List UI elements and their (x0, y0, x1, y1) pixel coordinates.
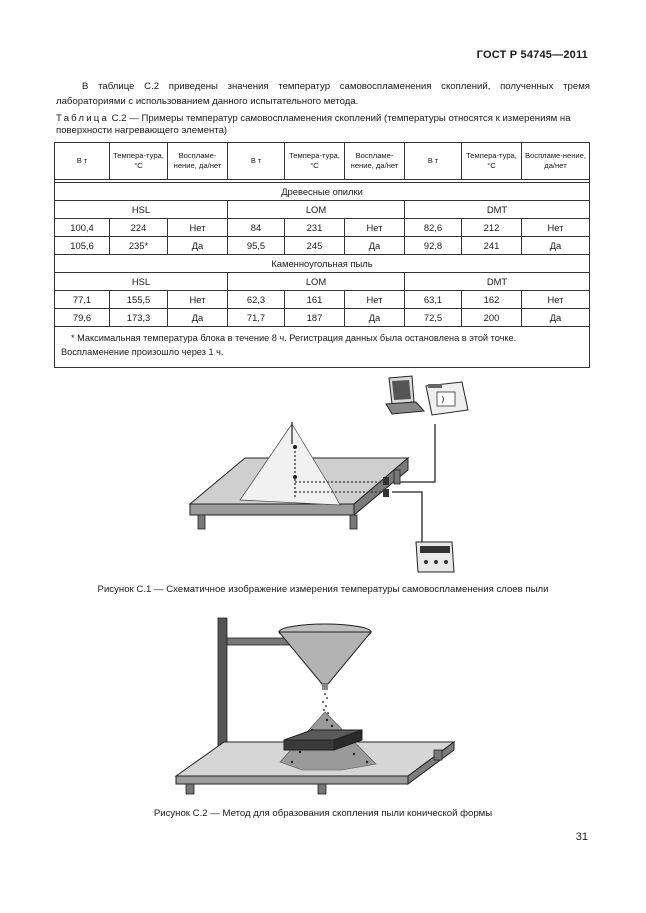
cell: 105,6 (55, 237, 110, 255)
table-caption-prefix: Таблица (56, 113, 110, 124)
cell: 77,1 (55, 291, 110, 309)
note-line: Воспламенение произошло через 1 ч. (61, 347, 224, 357)
data-recorder-icon (426, 382, 468, 415)
cell: Да (345, 309, 405, 327)
table-row (55, 237, 590, 255)
cell: 235* (110, 237, 168, 255)
cell: 95,5 (228, 237, 285, 255)
header-cell: Темпера-тура, °С (462, 143, 522, 180)
cell: 187 (285, 309, 345, 327)
cell: 200 (462, 309, 522, 327)
section-title: Каменноугольная пыль (55, 255, 590, 273)
header-cell: В т (228, 143, 285, 180)
cell: 79,6 (55, 309, 110, 327)
table-note-row (55, 327, 590, 368)
lab-name: HSL (55, 201, 228, 219)
document-header: ГОСТ Р 54745—2011 (476, 49, 588, 61)
cell: 155,5 (110, 291, 168, 309)
cell: Да (522, 237, 590, 255)
cell: 84 (228, 219, 285, 237)
cell: Нет (345, 291, 405, 309)
cell: 241 (462, 237, 522, 255)
lab-name: HSL (55, 273, 228, 291)
table-caption-text: С.2 — Примеры температур самовоспламенения скоплений (температуры относятся к измерениям на поверхности нагревающего элемента) (56, 113, 571, 136)
ignition-table (54, 142, 590, 368)
figure-caption-c1: Рисунок С.1 — Схематичное изображение измерения температуры самовоспламенения слоев пыли (97, 584, 549, 595)
lab-name: DMT (405, 201, 590, 219)
lab-name: DMT (405, 273, 590, 291)
table-caption (56, 113, 590, 137)
cell: Нет (522, 291, 590, 309)
cell: 62,3 (228, 291, 285, 309)
cell: 100,4 (55, 219, 110, 237)
cell: 212 (462, 219, 522, 237)
dust-cone-method-illustration (172, 612, 462, 802)
cell: 173,3 (110, 309, 168, 327)
header-cell: В т (55, 143, 110, 180)
temperature-controller-icon (416, 542, 454, 572)
cell: 161 (285, 291, 345, 309)
cell: 162 (462, 291, 522, 309)
cell: Нет (168, 291, 228, 309)
cell: Да (168, 237, 228, 255)
section-title: Древесные опилки (55, 183, 590, 201)
cell: 224 (110, 219, 168, 237)
note-line: * Максимальная температура блока в течение 8 ч. Регистрация данных была остановлена в этой точке. (71, 333, 517, 343)
cell: 231 (285, 219, 345, 237)
cell: Нет (345, 219, 405, 237)
header-cell: Темпера-тура, °С (110, 143, 168, 180)
header-cell: Воспламе-нение, да/нет (168, 143, 228, 180)
cell: Нет (522, 219, 590, 237)
cell: Да (345, 237, 405, 255)
section-title-row (55, 183, 590, 201)
cell: 82,6 (405, 219, 462, 237)
lab-row (55, 273, 590, 291)
laptop-icon (386, 376, 424, 414)
cell: 71,7 (228, 309, 285, 327)
table-row (55, 291, 590, 309)
cell: Нет (168, 219, 228, 237)
section-title-row (55, 255, 590, 273)
cell: 63,1 (405, 291, 462, 309)
cell: 72,5 (405, 309, 462, 327)
table-row (55, 219, 590, 237)
header-cell: В т (405, 143, 462, 180)
table-row (55, 309, 590, 327)
dust-layer-setup-illustration (180, 374, 470, 579)
header-cell: Воспламе-нение, да/нет (345, 143, 405, 180)
figure-caption-c2: Рисунок С.2 — Метод для образования скопления пыли конической формы (153, 808, 493, 819)
intro-paragraph: В таблице С.2 приведены значения температур самовоспламенения скоплений, полученных тремя лабораториями с использованием данного испытательного метода. (56, 81, 590, 107)
cell: 92,8 (405, 237, 462, 255)
table-note (55, 327, 590, 368)
header-cell: Воспламе-нение, да/нет (522, 143, 590, 180)
cell: Да (522, 309, 590, 327)
lab-name: LOM (228, 201, 405, 219)
header-cell: Темпера-тура, °С (285, 143, 345, 180)
cell: Да (168, 309, 228, 327)
lab-row (55, 201, 590, 219)
table-header-row (55, 143, 590, 180)
cell: 245 (285, 237, 345, 255)
page-number: 31 (575, 831, 588, 843)
lab-name: LOM (228, 273, 405, 291)
